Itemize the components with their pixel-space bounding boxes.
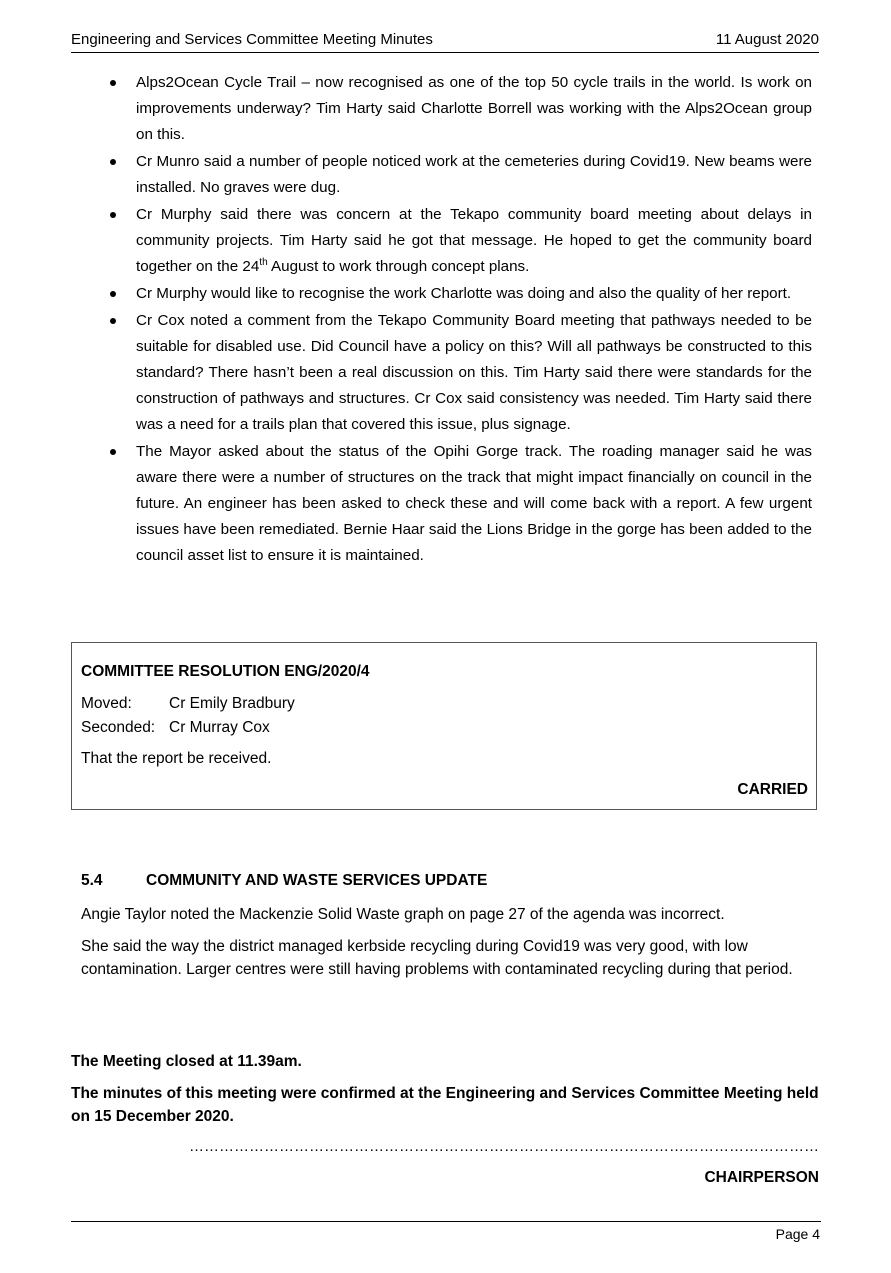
bullet-text: Cr Murphy would like to recognise the work Charlotte was doing and also the quality of her report. xyxy=(136,285,792,302)
page-number: Page 4 xyxy=(775,1226,820,1242)
list-item xyxy=(110,70,812,148)
chairperson-label: CHAIRPERSON xyxy=(704,1169,819,1186)
seconded-value: Cr Murray Cox xyxy=(169,719,270,736)
bullet-text: Cr Cox noted a comment from the Tekapo Community Board meeting that pathways needed to be suitable for disabled use. Did Council have a policy on this? Will all pathways be constructed to this standard? There hasn’t been a real discussion on this. Tim Harty said there were standards for the construction of pathways and structures. Cr Cox said consistency was needed. Tim Harty said there was a need for a trails plan that covered this issue, plus signage. xyxy=(136,312,812,433)
bullet-text-before: Cr Murphy said there was concern at the Tekapo community board meeting about delays in community projects. Tim Harty said he got that message. He hoped to get the community board together on the 24 xyxy=(136,206,812,275)
list-item xyxy=(110,149,812,201)
section-title: COMMUNITY AND WASTE SERVICES UPDATE xyxy=(146,872,488,889)
list-item xyxy=(110,202,812,280)
page-header xyxy=(71,30,819,53)
list-item xyxy=(110,281,812,307)
bullet-text: Alps2Ocean Cycle Trail – now recognised as one of the top 50 cycle trails in the world. Is work on improvements underway? Tim Harty said Charlotte Borrell was working with the Alps2Ocean group on this. xyxy=(136,74,812,143)
list-item xyxy=(110,308,812,438)
footer-divider xyxy=(71,1221,821,1222)
bullet-icon xyxy=(110,449,116,455)
meeting-closed-text: The Meeting closed at 11.39am. xyxy=(71,1053,302,1070)
section-number: 5.4 xyxy=(81,872,103,889)
moved-label: Moved: xyxy=(81,695,132,712)
bullet-text: Cr Munro said a number of people noticed work at the cemeteries during Covid19. New beams were installed. No graves were dug. xyxy=(136,153,812,196)
bullet-icon xyxy=(110,159,116,165)
discussion-bullet-list xyxy=(110,70,812,570)
resolution-status: CARRIED xyxy=(737,781,808,798)
section-paragraph: She said the way the district managed kerbside recycling during Covid19 was very good, with low contamination. Larger centres were still having problems with contaminated recycling during that period. xyxy=(81,938,793,978)
seconded-label: Seconded: xyxy=(81,719,156,736)
minutes-confirmed-text: The minutes of this meeting were confirmed at the Engineering and Services Committee Meeting held on 15 December 2020. xyxy=(71,1085,819,1125)
list-item xyxy=(110,439,812,569)
committee-resolution-box xyxy=(71,642,817,810)
ordinal-suffix: th xyxy=(259,256,268,268)
resolution-text: That the report be received. xyxy=(81,750,272,767)
bullet-icon xyxy=(110,212,116,218)
bullet-text-after: August to work through concept plans. xyxy=(267,258,530,275)
signature-line: ……………………………………………………………………………………………………………… xyxy=(189,1138,819,1155)
seconded-row xyxy=(81,719,270,737)
moved-row xyxy=(81,695,295,713)
bullet-text: The Mayor asked about the status of the Opihi Gorge track. The roading manager said he was aware there were a number of structures on the track that might impact financially on council in the future. An engineer has been asked to check these and will come back with a report. A few urgent issues have been remediated. Bernie Haar said the Lions Bridge in the gorge has been added to the council asset list to ensure it is maintained. xyxy=(136,443,812,564)
resolution-title: COMMITTEE RESOLUTION ENG/2020/4 xyxy=(81,663,370,680)
bullet-icon xyxy=(110,291,116,297)
document-title: Engineering and Services Committee Meeting Minutes xyxy=(71,31,433,48)
section-heading xyxy=(81,872,487,890)
bullet-icon xyxy=(110,80,116,86)
section-paragraph: Angie Taylor noted the Mackenzie Solid Waste graph on page 27 of the agenda was incorrect. xyxy=(81,906,725,923)
meeting-date: 11 August 2020 xyxy=(715,31,819,48)
moved-value: Cr Emily Bradbury xyxy=(169,695,295,712)
bullet-icon xyxy=(110,318,116,324)
